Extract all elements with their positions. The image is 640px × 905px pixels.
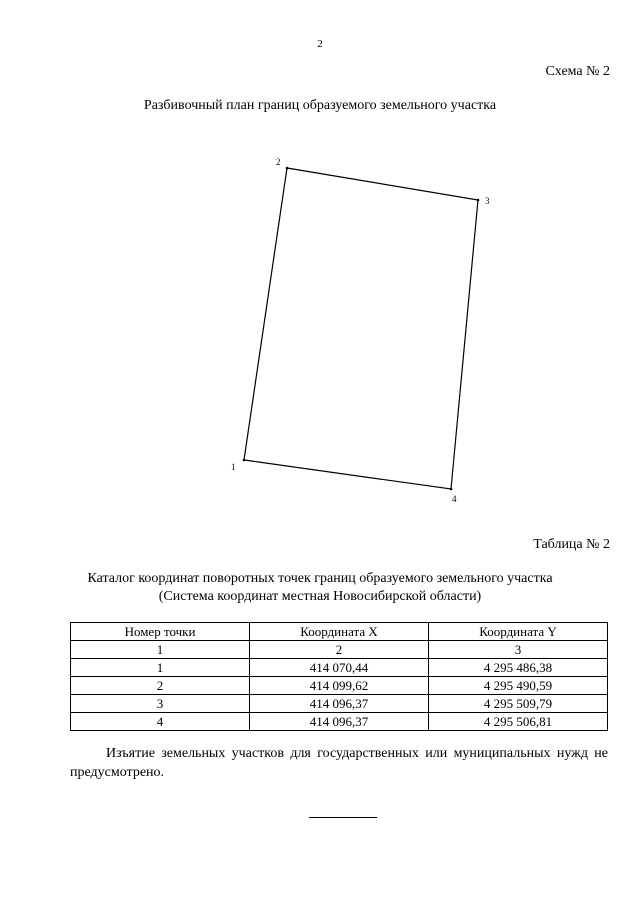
end-divider — [309, 817, 377, 818]
scheme-title: Разбивочный план границ образуемого земельного участка — [143, 98, 497, 113]
table-cell: 414 099,62 — [250, 677, 429, 695]
scheme-label: Схема № 2 — [545, 64, 610, 79]
point-label-2: 2 — [276, 157, 281, 167]
table-label: Таблица № 2 — [533, 537, 610, 552]
table-cell: 4 295 486,38 — [429, 659, 608, 677]
point-label-3: 3 — [485, 196, 490, 206]
table-row — [71, 659, 608, 677]
table-index-row — [71, 641, 608, 659]
header-point-number: Номер точки — [71, 623, 250, 641]
point-label-4: 4 — [452, 494, 457, 504]
table-cell: 414 096,37 — [250, 695, 429, 713]
table-cell: 1 — [71, 659, 250, 677]
table-cell: 414 070,44 — [250, 659, 429, 677]
point-label-1: 1 — [231, 462, 236, 472]
point-marker-4 — [450, 488, 453, 491]
table-cell: 4 295 490,59 — [429, 677, 608, 695]
point-marker-3 — [477, 199, 480, 202]
catalog-title-line1: Каталог координат поворотных точек границ образуемого земельного участка — [87, 571, 553, 586]
expropriation-note: Изъятие земельных участков для государственных или муниципальных нужд не предусмотрено. — [70, 746, 608, 780]
table-cell: 4 — [71, 713, 250, 731]
catalog-title — [0, 570, 640, 606]
point-marker-2 — [286, 167, 289, 170]
table-header-row — [71, 623, 608, 641]
table-cell: 3 — [429, 641, 608, 659]
table-row — [71, 695, 608, 713]
page-number: 2 — [317, 38, 323, 50]
table-cell: 1 — [71, 641, 250, 659]
header-coord-x: Координата X — [250, 623, 429, 641]
catalog-title-line2: (Система координат местная Новосибирской области) — [158, 589, 482, 604]
table-cell: 4 295 509,79 — [429, 695, 608, 713]
coordinates-table — [70, 622, 608, 731]
parcel-boundary — [244, 168, 478, 489]
table-row — [71, 677, 608, 695]
table-cell: 3 — [71, 695, 250, 713]
table-cell: 4 295 506,81 — [429, 713, 608, 731]
table-cell: 414 096,37 — [250, 713, 429, 731]
table-row — [71, 713, 608, 731]
header-coord-y: Координата Y — [429, 623, 608, 641]
point-marker-1 — [243, 459, 246, 462]
table-cell: 2 — [71, 677, 250, 695]
table-cell: 2 — [250, 641, 429, 659]
